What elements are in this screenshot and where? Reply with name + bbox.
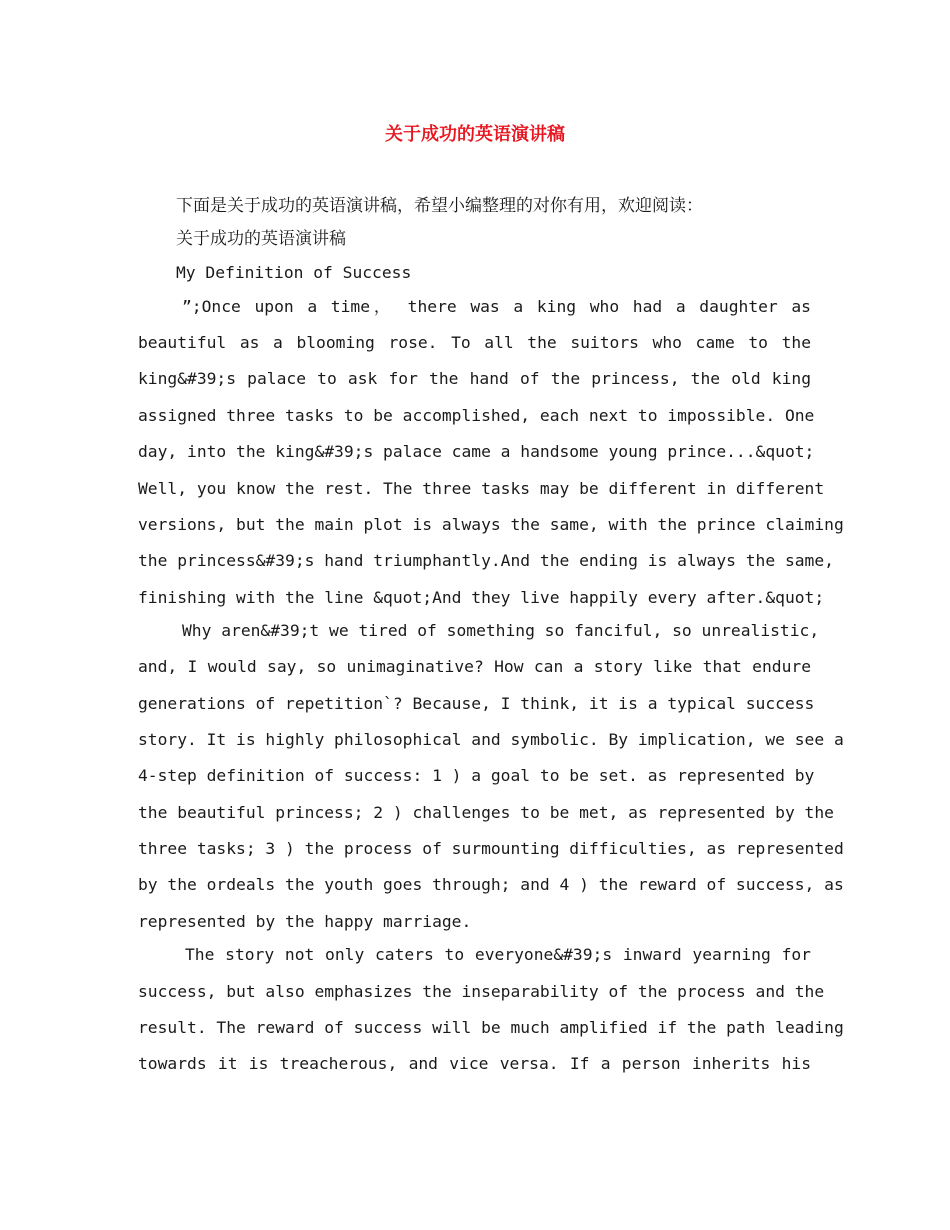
paragraph-line: the beautiful princess; 2 ) challenges to be met, as represented by the xyxy=(138,803,834,822)
paragraph-line: and, I would say, so unimaginative? How can a story like that endure xyxy=(138,657,811,676)
paragraph-line: by the ordeals the youth goes through; and 4 ) the reward of success, as xyxy=(138,875,844,894)
document-title: 关于成功的英语演讲稿 xyxy=(385,124,565,145)
paragraph-line: The story not only caters to everyone&#39;s inward yearning for xyxy=(185,945,811,964)
paragraph-line: Why aren&#39;t we tired of something so fanciful, so unrealistic, xyxy=(182,621,820,640)
paragraph-line: three tasks; 3 ) the process of surmounting difficulties, as represented xyxy=(138,839,844,858)
paragraph-line: day, into the king&#39;s palace came a handsome young prince...&quot; xyxy=(138,442,815,461)
paragraph-line: king&#39;s palace to ask for the hand of the princess, the old king xyxy=(138,369,811,388)
paragraph-line: the princess&#39;s hand triumphantly.And the ending is always the same, xyxy=(138,551,834,570)
speech-title: My Definition of Success xyxy=(176,263,412,282)
paragraph-line: result. The reward of success will be much amplified if the path leading xyxy=(138,1018,844,1037)
intro-text: 下面是关于成功的英语演讲稿，希望小编整理的对你有用，欢迎阅读： xyxy=(176,196,703,216)
paragraph-line: versions, but the main plot is always the same, with the prince claiming xyxy=(138,515,844,534)
paragraph-line: success, but also emphasizes the inseparability of the process and the xyxy=(138,982,825,1001)
paragraph-line: beautiful as a blooming rose. To all the suitors who came to the xyxy=(138,333,811,352)
paragraph-line: towards it is treacherous, and vice versa. If a person inherits his xyxy=(138,1054,811,1073)
paragraph-line: assigned three tasks to be accomplished, each next to impossible. One xyxy=(138,406,815,425)
paragraph-line: ”;Once upon a time， there was a king who had a daughter as xyxy=(182,297,811,316)
paragraph-line: Well, you know the rest. The three tasks may be different in different xyxy=(138,479,825,498)
paragraph-line: story. It is highly philosophical and symbolic. By implication, we see a xyxy=(138,730,844,749)
paragraph-line: represented by the happy marriage. xyxy=(138,912,472,931)
paragraph-line: finishing with the line &quot;And they live happily every after.&quot; xyxy=(138,588,825,607)
paragraph-line: 4-step definition of success: 1 ) a goal to be set. as represented by xyxy=(138,766,815,785)
subtitle: 关于成功的英语演讲稿 xyxy=(176,229,346,249)
paragraph-line: generations of repetition`? Because, I think, it is a typical success xyxy=(138,694,815,713)
